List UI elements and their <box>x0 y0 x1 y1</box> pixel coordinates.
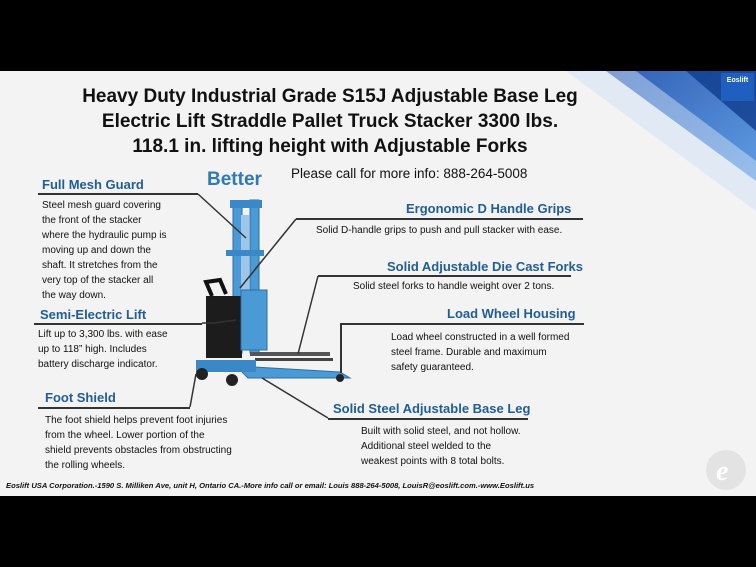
handle-grips-text: Solid D-handle grips to push and pull stacker with ease. <box>316 225 563 236</box>
mesh-guard-heading: Full Mesh Guard <box>42 177 144 192</box>
semi-electric-heading: Semi-Electric Lift <box>40 307 147 322</box>
semi-electric-text: Lift up to 3,300 lbs. with ease up to 118” high. Includes battery discharge indicator. <box>38 329 168 370</box>
handle-grips-heading: Ergonomic D Handle Grips <box>406 201 572 216</box>
mesh-guard-text: Steel mesh guard covering the front of the stacker where the hydraulic pump is moving up and down the shaft. It stretches from the very top of the stacker all the way down. <box>42 200 167 301</box>
call-info: Please call for more info: 888-264-5008 <box>291 166 528 181</box>
foot-shield-text: The foot shield helps prevent foot injuries from the wheel. Lower portion of the shield prevents obstacles from obstructing the rolling wheels. <box>45 415 232 471</box>
svg-text:e: e <box>716 456 729 487</box>
eoslift-logo: Eoslift <box>721 73 754 101</box>
title-line-1: Heavy Duty Industrial Grade S15J Adjustable Base Leg <box>82 86 578 107</box>
wheel-housing-text: Load wheel constructed in a well formed steel frame. Durable and maximum safety guaranteed. <box>391 332 570 373</box>
e-watermark-icon <box>705 449 747 491</box>
better-label: Better <box>207 169 262 190</box>
footer-contact: Eoslift USA Corporation.-1590 S. Milliken Ave, unit H, Ontario CA.-More info call or email: Louis 888-264-5008, LouisR@eoslift.com.-www.Eoslift.us <box>6 481 535 490</box>
title-line-2: Electric Lift Straddle Pallet Truck Stacker 3300 lbs. <box>101 111 559 132</box>
forks-heading: Solid Adjustable Die Cast Forks <box>387 259 584 274</box>
forks-text: Solid steel forks to handle weight over 2 tons. <box>353 281 555 292</box>
base-leg-heading: Solid Steel Adjustable Base Leg <box>333 401 531 416</box>
title-line-3: 118.1 in. lifting height with Adjustable Forks <box>132 136 528 157</box>
wheel-housing-heading: Load Wheel Housing <box>447 306 576 321</box>
base-leg-text: Built with solid steel, and not hollow. Additional steel welded to the weakest points with 8 total bolts. <box>361 426 521 467</box>
foot-shield-heading: Foot Shield <box>45 390 116 405</box>
